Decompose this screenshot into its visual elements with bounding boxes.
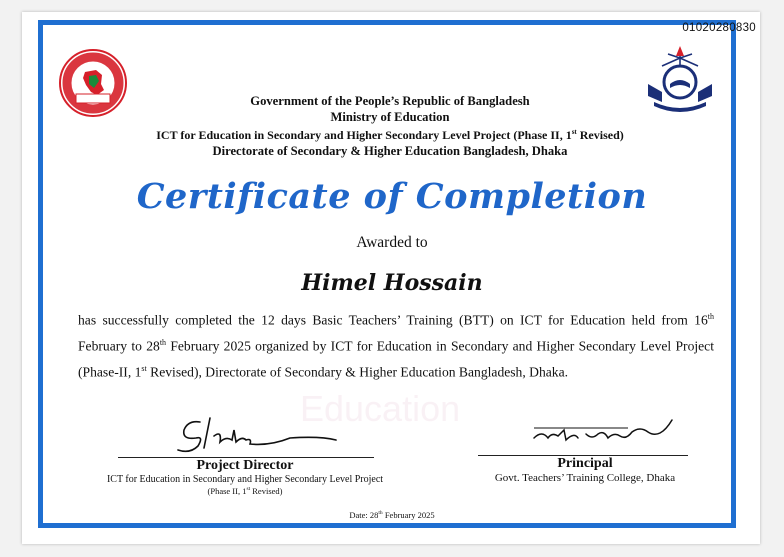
issuer-header bbox=[60, 94, 720, 159]
serial-number: 01020280830 bbox=[682, 22, 756, 34]
project-director-org: ICT for Education in Secondary and Higher Secondary Level Project bbox=[106, 474, 384, 485]
header-directorate: Directorate of Secondary & Higher Education Bangladesh, Dhaka bbox=[212, 143, 568, 158]
completion-statement: has successfully completed the 12 days Basic Teachers’ Training (BTT) on ICT for Education held from 16th February to 28th February 2025 organized by ICT for Education in Secondary and Higher Secondary Level Project (Phase-II, 1st Revised), Directorate of Secondary & Higher Education Bangladesh, Dhaka. bbox=[78, 312, 714, 380]
principal-title: Principal bbox=[557, 456, 613, 471]
header-ministry: Ministry of Education bbox=[330, 109, 450, 124]
principal-block bbox=[450, 456, 720, 484]
project-director-block bbox=[60, 458, 430, 496]
recipient-name: Himel Hossain bbox=[301, 270, 483, 296]
principal-org: Govt. Teachers’ Training College, Dhaka bbox=[494, 472, 676, 484]
issue-date: Date: 28th February 2025 bbox=[349, 510, 435, 520]
project-director-title: Project Director bbox=[196, 458, 294, 473]
certificate-title: Certificate of Completion bbox=[136, 176, 648, 217]
awarded-to-label: Awarded to bbox=[356, 234, 428, 251]
principal-signature bbox=[528, 410, 678, 454]
watermark: Education bbox=[300, 388, 461, 429]
header-project: ICT for Education in Secondary and Higher Secondary Level Project (Phase II, 1st Revised) bbox=[156, 128, 624, 142]
project-director-phase: (Phase II, 1st Revised) bbox=[207, 486, 283, 496]
project-director-signature bbox=[170, 412, 340, 458]
header-government: Government of the People’s Republic of Bangladesh bbox=[250, 94, 530, 108]
